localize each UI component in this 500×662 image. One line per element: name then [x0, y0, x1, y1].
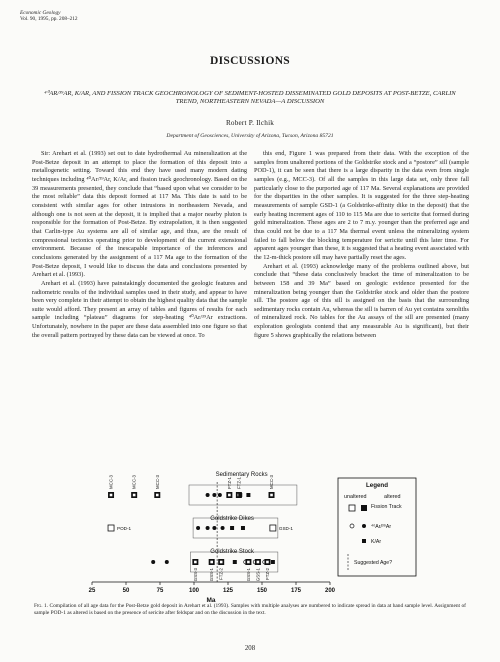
legend-kar-label: K/Ar [371, 539, 382, 545]
sample-label: GSD-1 [278, 526, 293, 531]
point-center [210, 561, 213, 564]
k-ar-point [233, 560, 237, 564]
author-name: Robert P. Ilchik [225, 119, 275, 127]
fission-track-unaltered-point [108, 525, 114, 531]
paragraph: Arehart et al. (1993) have painstakingly documented the geologic features and radiometric results of the individual samples used in their study, and appear to have been very complete in their attempt to obtain the highest quality data that the sample suite would afford. They present an array of tables and figures of results for each sample including “plateau” diagrams for step-heating ⁴⁰Ar/³⁹Ar extractions. Unfortunately, nowhere in the paper are these data assembled into one figure so that the overall pattern portrayed by these data can be viewed at once. To [32, 279, 247, 339]
ar-ar-altered-point [221, 526, 225, 530]
x-tick-label: 200 [324, 588, 336, 594]
sample-label: GSS-1 [209, 568, 215, 582]
paragraph: Arehart et al. (1993) acknowledge many of the problems outlined above, but conclude that “these data conclusively bracket the time of mineralization to be between 158 and 39 Ma” based on geologic evidence presented for the mineralization being younger than the Goldstrike stock and older than the postore sill. The postore age of this sill is assigned on the basis that the surrounding sedimentary rocks contain Au, whereas the sill is barren of Au yet contains xenoliths of mineralized rock. No tables for the Au assays of the sill are presented (many exploration geologists contend that any measurable Au is significant), but their figure 5 shows graphically the relations between [254, 262, 469, 339]
point-center [156, 494, 159, 497]
ar-ar-altered-point [218, 493, 222, 497]
point-center [110, 494, 113, 497]
sample-label: GSS-1 [255, 568, 261, 582]
article-title: ⁴⁰AR/³⁹AR, K/AR, AND FISSION TRACK GEOCHRONOLOGY OF SEDIMENT-HOSTED DISSEMINATED GOLD DEPOSITS AT POST-BETZE, CARLIN TREND, NORTHEASTERN NEVADA—A DISCUSSION [44, 90, 456, 106]
k-ar-point [246, 493, 250, 497]
ar-ar-altered-point [212, 526, 216, 530]
sample-label: FTZ-1 [236, 477, 242, 489]
ar-ar-altered-point [151, 560, 155, 564]
journal-volume: Vol. 90, 1995, pp. 208–212 [20, 16, 78, 23]
k-ar-point [230, 526, 234, 530]
author-affiliation: Department of Geosciences, University of Arizona, Tucson, Arizona 85721 [166, 133, 334, 139]
x-tick-label: 25 [88, 588, 96, 594]
group-box [189, 485, 297, 505]
left-column [32, 150, 247, 468]
point-center [228, 494, 231, 497]
ar-ar-altered-point [196, 526, 200, 530]
group-label: Goldstrike Dikes [210, 516, 254, 522]
group-label: Sedimentary Rocks [215, 472, 268, 478]
x-tick-label: 150 [256, 588, 268, 594]
legend-title: Legend [365, 482, 389, 489]
x-tick-label: 75 [156, 588, 164, 594]
legend-fission-label: Fission Track [371, 504, 402, 510]
sample-label: FTZ-1 [226, 477, 232, 489]
sample-label: FTZ-2 [218, 568, 224, 580]
legend-altered-header: altered [384, 494, 401, 500]
point-center [247, 561, 250, 564]
sample-label: MCC-3 [108, 475, 114, 489]
paragraph: Sir: Arehart et al. (1993) set out to date hydrothermal Au mineralization at the Post-Betze deposit in an attempt to place the formation of this deposit into a metallogenetic setting. Toward this end they have used many modern dating techniques including ⁴⁰Ar/³⁹Ar, K/Ar, and fission track geochronology. Based on the 39 measurements presented, they conclude that “based upon what we consider to be the most reliable” data this deposit formed at 117 Ma. This date is said to be consistent with similar ages for other intrusions in northeastern Nevada, and although one is not seen at the deposit, it is implied that a major nearby pluton is responsible for the formation of Post-Betze. By extrapolation, it is then suggested that Carlin-type Au systems are all of similar age, and thus, are the result of compressional tectonics operating prior to development of the current extensional environment. Because of the inescapable importance of the inferences and conclusions generated by the assignment of a 117 Ma age to the formation of the Post-Betze deposit, I would like to discuss the data and conclusions presented by Arehart et al. (1993). [32, 150, 247, 279]
k-ar-point [241, 526, 245, 530]
point-center [270, 494, 273, 497]
ar-ar-altered-point [206, 493, 210, 497]
legend-unaltered-header: unaltered [344, 494, 367, 500]
plot-area [89, 472, 416, 604]
point-center [266, 561, 269, 564]
x-tick-label: 100 [188, 588, 200, 594]
caption-label: Fig. 1. [34, 603, 49, 609]
sample-label: MCC-3 [269, 475, 275, 489]
x-tick-label: 50 [122, 588, 130, 594]
sample-label: GSS-1 [245, 568, 251, 582]
legend-fission-altered-icon [361, 505, 367, 511]
legend-fission-unaltered-icon [349, 505, 355, 511]
sample-label: MCC-3 [154, 475, 160, 489]
legend-ar-label: ⁴⁰Ar/³⁹Ar [371, 524, 392, 530]
legend-ar-unaltered-icon [350, 524, 354, 528]
ar-ar-altered-point [165, 560, 169, 564]
running-header [20, 10, 78, 22]
ar-ar-altered-point [206, 526, 210, 530]
journal-name: Economic Geology [20, 10, 61, 16]
section-heading: DISCUSSIONS [210, 55, 290, 67]
legend-suggested-label: Suggested Age? [354, 560, 393, 566]
point-center [220, 561, 223, 564]
paragraph: this end, Figure 1 was prepared from their data. With the exception of the samples from unaltered portions of the Goldstrike stock and a “postore” sill (sample POD-1), it can be seen that there is a large disparity in the data even from single samples (e.g., MCC-3). Of all the samples in this large data set, only three fall particularly close to the purported age of 117 Ma. Several explanations are provided for the disparities in the other samples. It is suggested for the three step-heating measurements of sample GSD-1 (a Goldstrike-affinity dike in the deposit) that the early heating increment ages of 110 to 115 Ma are due to sericite that formed during gold mineralization. These ages are 2 to 7 m.y. younger than the preferred age and thus could not be due to a 117 Ma thermal event unless the mineralizing system failed to fall below the blocking temperature for sericite until this later time. For apparent ages younger than these, it is suggested that a heating event associated with the 12-m-thick postore sill may have partially reset the ages. [254, 150, 469, 261]
x-tick-label: 175 [290, 588, 302, 594]
x-axis-label: Ma [206, 597, 216, 604]
sample-label: POD-1 [117, 526, 132, 531]
k-ar-point [238, 493, 242, 497]
right-column [254, 150, 469, 468]
age-data-figure [80, 470, 420, 605]
point-center [133, 494, 136, 497]
figure-caption [34, 603, 466, 617]
sample-label: FTZ-2 [264, 568, 270, 580]
caption-text: Compilation of all age data for the Post-Betze gold deposit in Arehart et al. (1993). Samples with multiple analyses are numbered to indicate spread in data at hand sample level. Assignment of sample POD-1 as altered is based on the presence of sericite after feldspar and on the discussion in the text. [34, 603, 466, 617]
fission-track-unaltered-point [270, 525, 276, 531]
point-center [257, 561, 260, 564]
group-label: Goldstrike Stock [210, 549, 254, 555]
point-center [194, 561, 197, 564]
legend-kar-icon [362, 539, 366, 543]
x-tick-label: 125 [222, 588, 234, 594]
page-number: 208 [244, 645, 256, 652]
ar-ar-altered-point [212, 493, 216, 497]
sample-label: MCC-3 [131, 475, 137, 489]
sample-label: GSS-3 [192, 568, 198, 582]
legend-ar-altered-icon [362, 524, 366, 528]
k-ar-point [271, 560, 275, 564]
